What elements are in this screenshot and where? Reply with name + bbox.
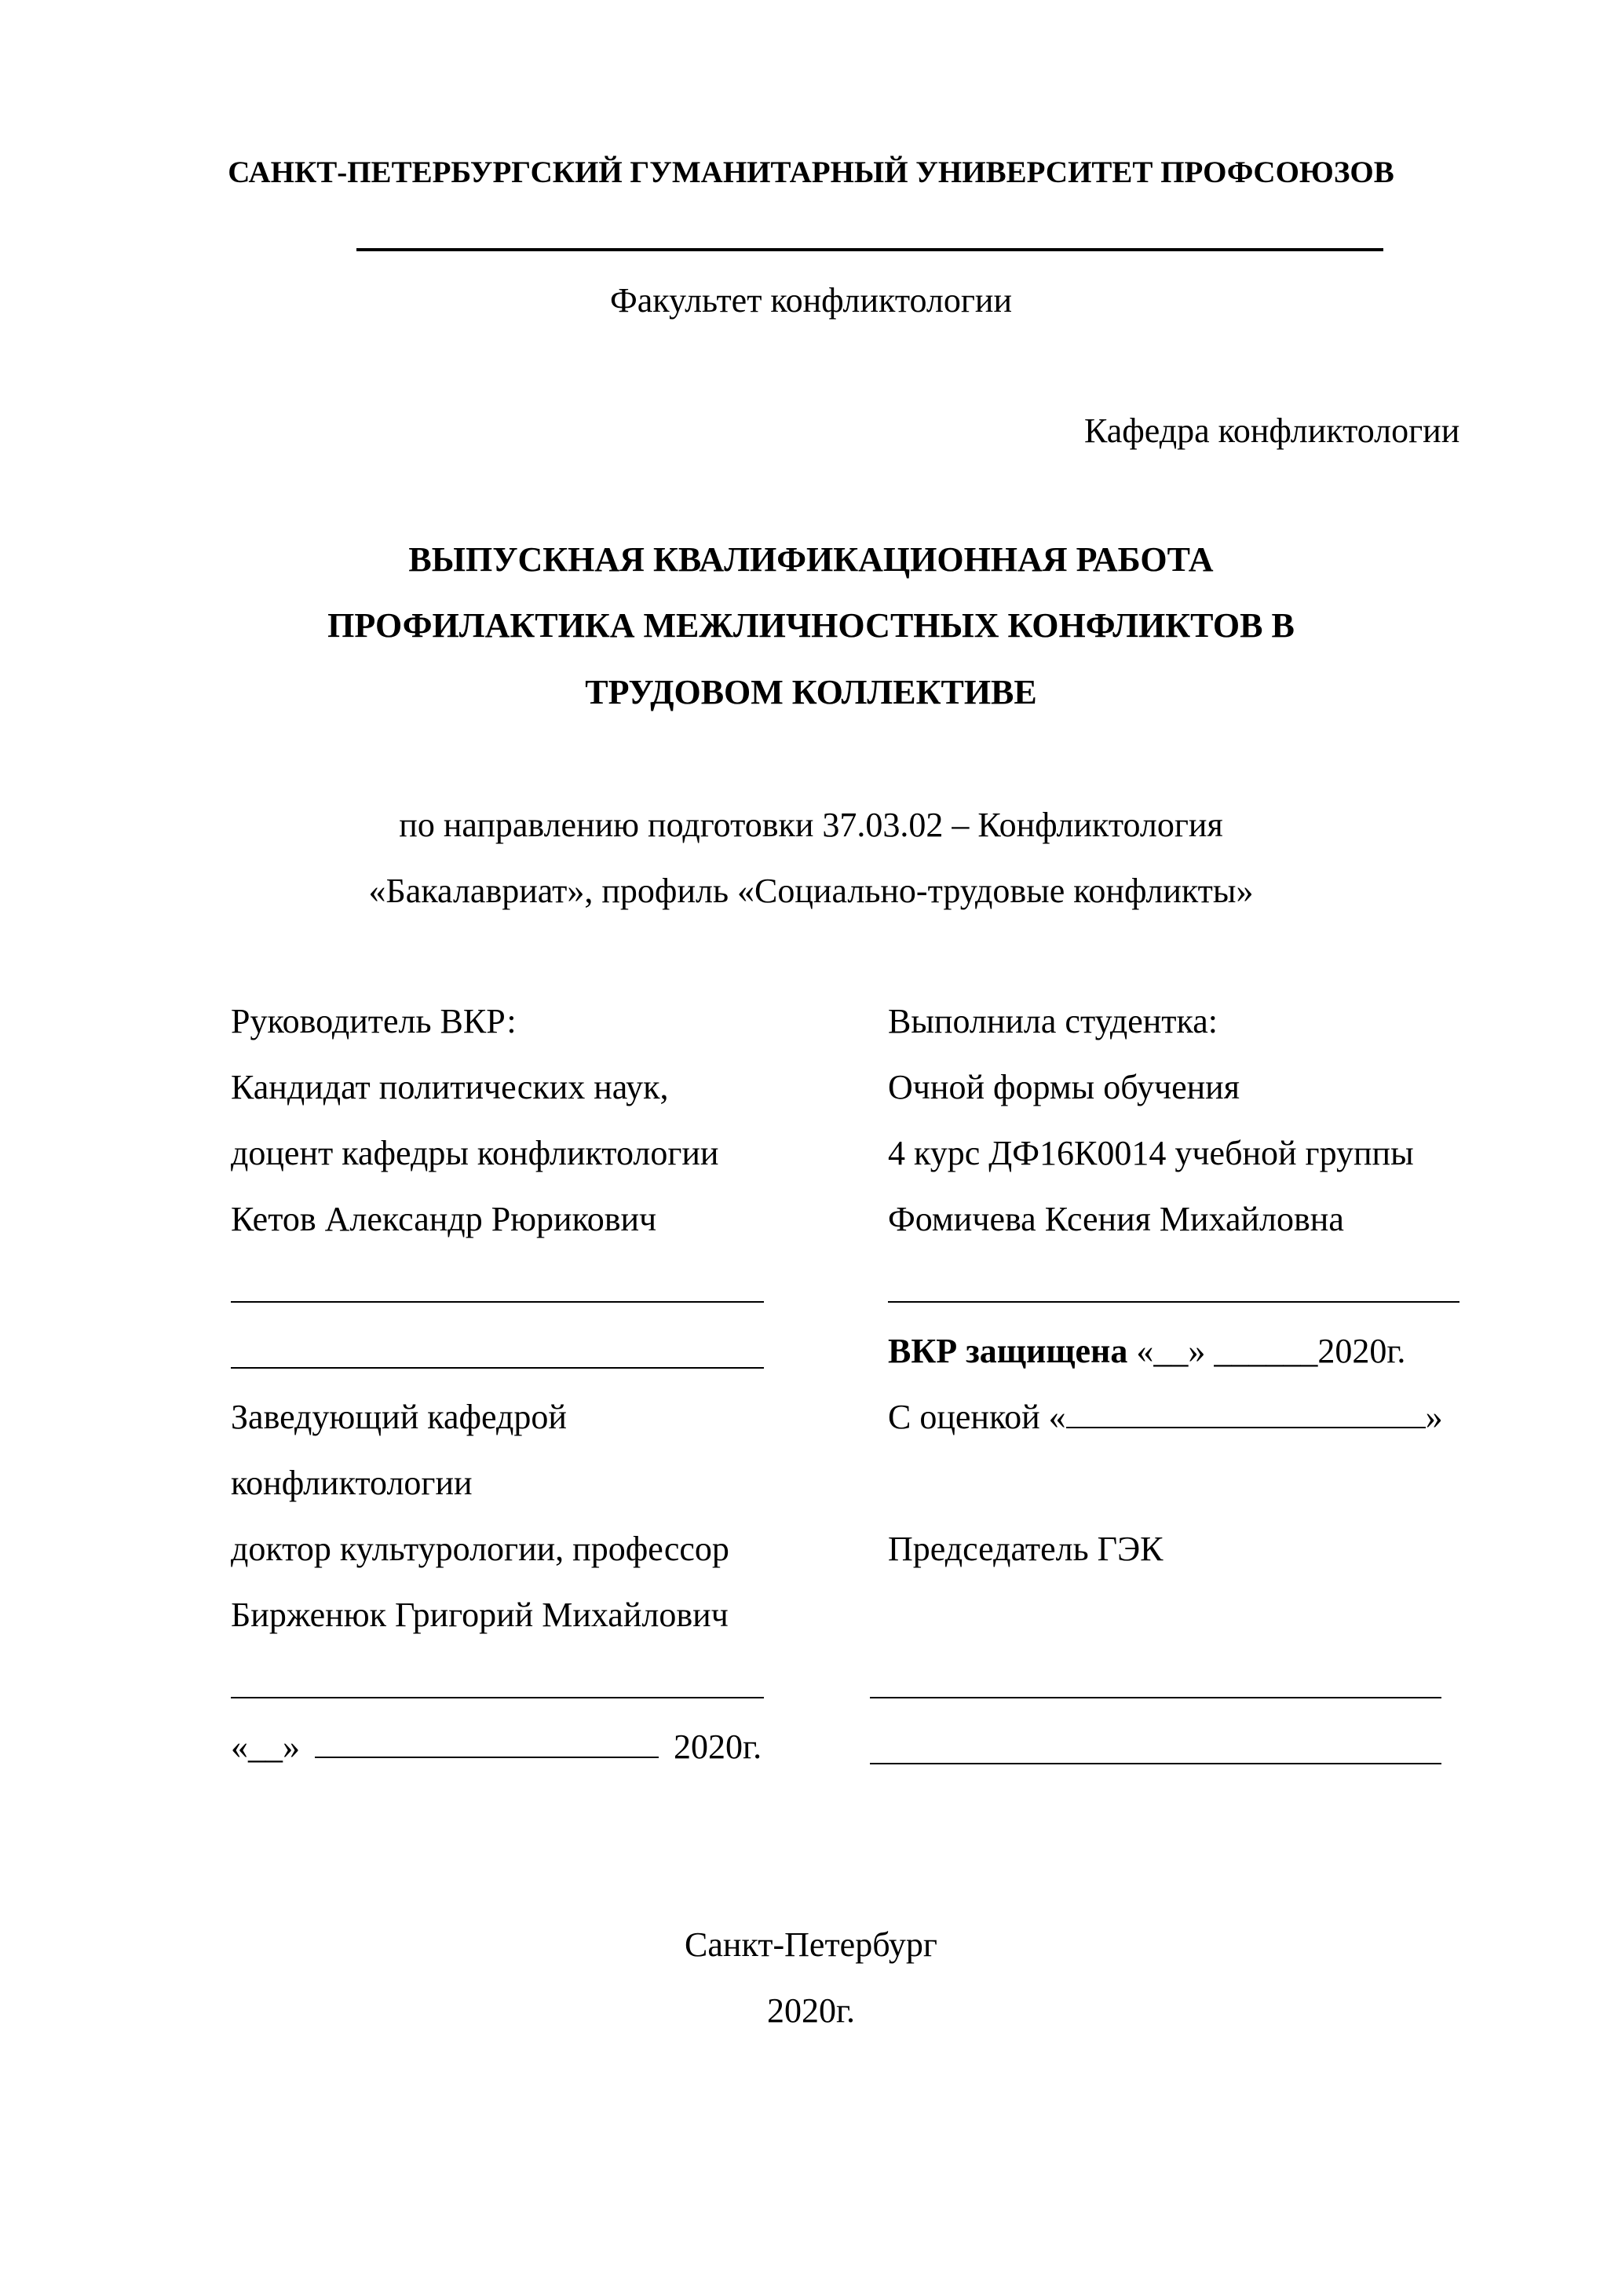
header-rule xyxy=(356,248,1383,251)
date-day-field: «__» xyxy=(231,1727,300,1766)
head-of-department-label-cont: конфликтологии xyxy=(231,1464,473,1502)
supervisor-label: Руководитель ВКР: xyxy=(231,1002,517,1040)
supervisor-degree: Кандидат политических наук, xyxy=(231,1068,669,1106)
head-name: Бирженюк Григорий Михайлович xyxy=(231,1596,729,1634)
chair-signature-line xyxy=(870,1697,1441,1698)
defense-status xyxy=(888,1329,1405,1373)
university-name: САНКТ-ПЕТЕРБУРГСКИЙ ГУМАНИТАРНЫЙ УНИВЕРСИТЕТ ПРОФСОЮЗОВ xyxy=(228,155,1394,189)
study-profile: «Бакалавриат», профиль «Социально-трудовые конфликты» xyxy=(368,872,1254,910)
year: 2020г. xyxy=(766,1991,856,2030)
student-label: Выполнила студентка: xyxy=(888,1002,1218,1040)
study-form: Очной формы обучения xyxy=(888,1068,1240,1106)
student-signature-line xyxy=(888,1301,1459,1303)
department-name: Кафедра конфликтологии xyxy=(1084,411,1460,450)
grade-field xyxy=(1066,1395,1426,1428)
grade-close-quote: » xyxy=(1425,1398,1443,1436)
student-name: Фомичева Ксения Михайловна xyxy=(888,1200,1344,1238)
study-direction: по направлению подготовки 37.03.02 – Конфликтология xyxy=(399,806,1223,844)
faculty-name: Факультет конфликтологии xyxy=(609,281,1012,320)
defended-date: «__» ______2020г. xyxy=(1136,1332,1406,1370)
date-year: 2020г. xyxy=(674,1727,762,1766)
head-approval-date xyxy=(231,1725,762,1769)
head-signature-line xyxy=(231,1697,764,1698)
thesis-title-line-1: ПРОФИЛАКТИКА МЕЖЛИЧНОСТНЫХ КОНФЛИКТОВ В xyxy=(327,606,1295,645)
supervisor-signature-line xyxy=(231,1301,764,1303)
city: Санкт-Петербург xyxy=(685,1925,937,1964)
defended-label: ВКР защищена xyxy=(888,1332,1128,1370)
grade-line xyxy=(888,1395,1443,1439)
head-degree: доктор культурологии, профессор xyxy=(231,1530,729,1568)
commission-chair-label: Председатель ГЭК xyxy=(888,1530,1164,1568)
supervisor-date-line xyxy=(231,1367,764,1369)
work-type-title: ВЫПУСКНАЯ КВАЛИФИКАЦИОННАЯ РАБОТА xyxy=(408,540,1214,579)
head-of-department-label: Заведующий кафедрой xyxy=(231,1398,567,1436)
thesis-title-line-2: ТРУДОВОМ КОЛЛЕКТИВЕ xyxy=(585,673,1037,711)
date-month-field xyxy=(315,1725,659,1758)
student-group: 4 курс ДФ16К0014 учебной группы xyxy=(888,1134,1414,1172)
chair-name-line xyxy=(870,1763,1441,1764)
supervisor-name: Кетов Александр Рюрикович xyxy=(231,1200,657,1238)
supervisor-position: доцент кафедры конфликтологии xyxy=(231,1134,719,1172)
grade-label: С оценкой « xyxy=(888,1398,1066,1436)
